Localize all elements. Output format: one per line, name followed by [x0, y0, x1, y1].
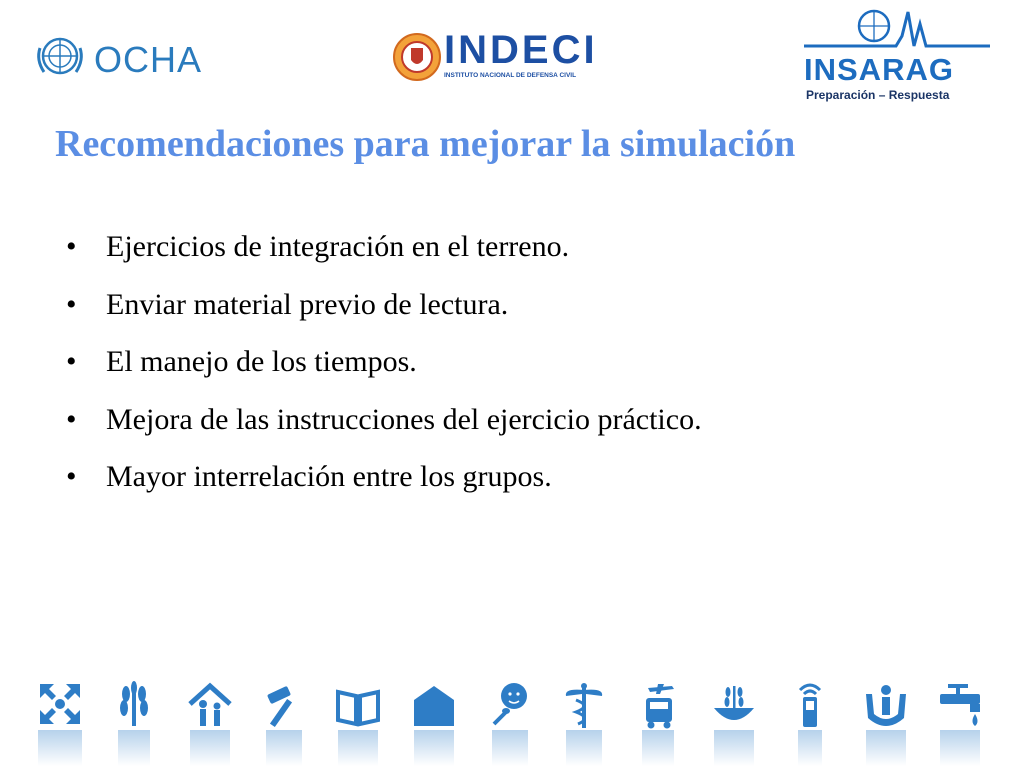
telecommunications-icon [786, 680, 834, 768]
insarag-wordmark: INSARAG [804, 52, 954, 87]
bullet-list [66, 218, 702, 506]
logistics-icon [634, 680, 682, 768]
protection-icon [862, 680, 910, 768]
food-security-icon [710, 680, 758, 768]
bullet-marker: • [66, 402, 77, 436]
indeci-logo [392, 26, 598, 88]
list-item [66, 218, 702, 276]
shelter-icon [186, 680, 234, 768]
nutrition-icon [486, 680, 534, 768]
list-item [66, 391, 702, 449]
list-item [66, 276, 702, 334]
coordination-icon [36, 680, 84, 768]
bullet-text: Enviar material previo de lectura. [106, 287, 509, 321]
water-sanitation-icon [936, 680, 984, 768]
indeci-shield-icon [392, 26, 442, 88]
health-icon [560, 680, 608, 768]
bullet-text: Mayor interrelación entre los grupos. [106, 460, 552, 493]
bullet-text: Ejercicios de integración en el terreno. [106, 230, 570, 263]
bullet-marker: • [66, 287, 77, 321]
list-item [66, 448, 702, 506]
education-icon [334, 680, 382, 768]
camp-management-icon [410, 680, 458, 768]
un-emblem-icon [34, 34, 86, 82]
early-recovery-icon [260, 680, 308, 768]
cluster-icon-row [30, 680, 994, 768]
insarag-logo [800, 6, 996, 108]
bullet-text: El manejo de los tiempos. [106, 345, 417, 378]
slide-title: Recomendaciones para mejorar la simulación [55, 123, 796, 165]
bullet-marker: • [66, 460, 77, 493]
ocha-logo [34, 34, 234, 84]
list-item [66, 333, 702, 391]
insarag-tagline: Preparación – Respuesta [806, 88, 950, 102]
ocha-wordmark: OCHA [94, 39, 203, 80]
insarag-emblem-icon [800, 6, 996, 56]
bullet-text: Mejora de las instrucciones del ejercicio práctico. [106, 402, 702, 436]
agriculture-icon [110, 680, 158, 768]
bullet-marker: • [66, 230, 77, 263]
indeci-subtitle: INSTITUTO NACIONAL DE DEFENSA CIVIL [444, 72, 577, 79]
bullet-marker: • [66, 345, 77, 378]
indeci-wordmark: INDECI [444, 28, 598, 72]
